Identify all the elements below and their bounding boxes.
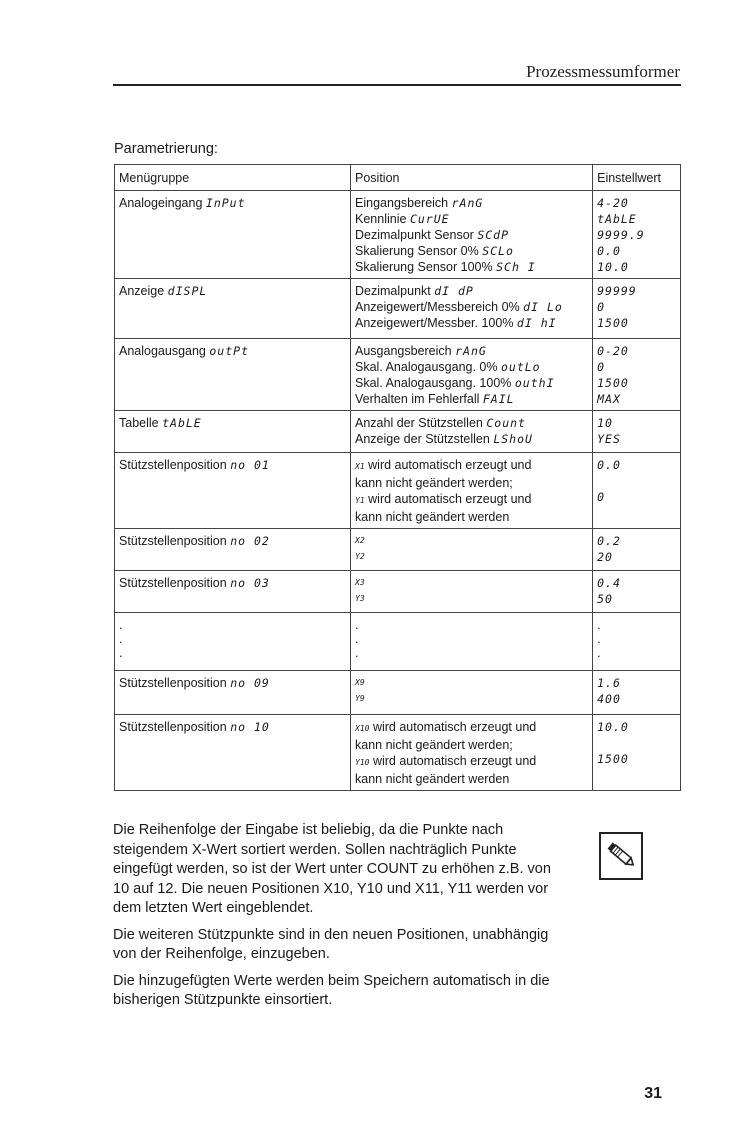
group-label: Stützstellenposition (119, 534, 227, 548)
group-cell (115, 279, 351, 339)
ellipsis-dot: . (119, 618, 123, 632)
value: 1500 (597, 316, 629, 330)
header-einstellwert: Einstellwert (593, 165, 681, 191)
ellipsis-cell (351, 613, 593, 671)
header-rule (113, 84, 681, 86)
value: 10.0 (597, 260, 629, 274)
group-code: no 03 (230, 576, 270, 590)
group-label: Stützstellenposition (119, 458, 227, 472)
group-cell (115, 339, 351, 411)
table-row (115, 339, 681, 411)
x-value: 0.0 (597, 458, 621, 472)
table-row (115, 715, 681, 791)
x-code: X2 (355, 536, 365, 545)
position-cell (351, 453, 593, 529)
position-code: Count (486, 416, 526, 430)
value-cell (593, 411, 681, 453)
value: MAX (597, 392, 621, 406)
y-value: 1500 (597, 752, 629, 766)
y-code: Y1 (355, 496, 365, 505)
position-code: outLo (500, 360, 541, 374)
pencil-note-icon (599, 832, 643, 880)
position-code: dI hI (516, 316, 557, 330)
position-code: outhI (514, 376, 555, 390)
group-label: Stützstellenposition (119, 576, 227, 590)
group-label: Analogeingang (119, 196, 203, 210)
x-text: wird automatisch erzeugt und (368, 458, 532, 472)
page-number: 31 (644, 1085, 662, 1102)
position-cell (351, 529, 593, 571)
value-cell (593, 671, 681, 715)
x-value: 0.2 (597, 534, 621, 548)
position-cell (351, 339, 593, 411)
group-cell (115, 453, 351, 529)
y-value: 0 (597, 490, 606, 504)
ellipsis-cell (115, 613, 351, 671)
x-text: wird automatisch erzeugt und (372, 720, 537, 734)
table-header-row (115, 165, 681, 191)
x-text-cont: kann nicht geändert werden; (355, 476, 513, 490)
position-label: Skalierung Sensor 100% (355, 260, 493, 274)
ellipsis-dot: . (119, 632, 123, 646)
value: 4-20 (597, 196, 629, 210)
group-label: Stützstellenposition (119, 720, 227, 734)
table-row (115, 411, 681, 453)
x-value: 10.0 (597, 720, 629, 734)
y-code: Y2 (355, 552, 365, 561)
position-label: Dezimalpunkt (355, 284, 431, 298)
x-value: 1.6 (597, 676, 621, 690)
table-row (115, 453, 681, 529)
ellipsis-dot: . (597, 646, 601, 660)
group-cell (115, 191, 351, 279)
value: 0.0 (597, 244, 621, 258)
section-title: Parametrierung: (114, 141, 218, 157)
group-code: InPut (205, 196, 246, 210)
value: 1500 (597, 376, 629, 390)
table-row (115, 671, 681, 715)
position-cell (351, 571, 593, 613)
ellipsis-dot: . (119, 646, 123, 660)
y-text-cont: kann nicht geändert werden (355, 510, 510, 524)
y-code: Y9 (355, 694, 365, 703)
y-code: Y10 (355, 758, 370, 767)
x-code: X3 (355, 578, 365, 587)
ellipsis-dot: . (355, 618, 359, 632)
position-label: Verhalten im Fehlerfall (355, 392, 480, 406)
x-code: X10 (355, 724, 370, 733)
position-code: LShoU (493, 432, 533, 446)
position-cell (351, 671, 593, 715)
ellipsis-dot: . (355, 632, 359, 646)
position-code: dI Lo (523, 300, 563, 314)
position-label: Anzeigewert/Messbereich 0% (355, 300, 520, 314)
note-paragraph: Die weiteren Stützpunkte sind in den neuen Positionen, unabhängig von der Reihenfolge, einzugeben. (113, 926, 549, 962)
position-code: SCLo (482, 244, 514, 258)
position-cell (351, 191, 593, 279)
group-label: Analogausgang (119, 344, 206, 358)
position-label: Skalierung Sensor 0% (355, 244, 479, 258)
table-row (115, 571, 681, 613)
position-label: Dezimalpunkt Sensor (355, 228, 474, 242)
group-label: Stützstellenposition (119, 676, 227, 690)
value: 10 (597, 416, 613, 430)
group-cell (115, 571, 351, 613)
group-label: Anzeige (119, 284, 165, 298)
header-position: Position (351, 165, 593, 191)
y-value: 50 (597, 592, 613, 606)
position-code: FAIL (482, 392, 515, 406)
ellipsis-dot: . (355, 646, 359, 660)
x-value: 0.4 (597, 576, 621, 590)
value: 99999 (597, 284, 637, 298)
value-cell (593, 279, 681, 339)
position-label: Ausgangsbereich (355, 344, 452, 358)
group-cell (115, 529, 351, 571)
value: 0-20 (597, 344, 629, 358)
y-text: wird automatisch erzeugt und (368, 492, 532, 506)
position-code: rAnG (451, 196, 484, 210)
position-label: Skal. Analogausgang. 100% (355, 376, 512, 390)
value: YES (597, 432, 621, 446)
ellipsis-dot: . (597, 632, 601, 646)
note-paragraph: Die hinzugefügten Werte werden beim Speichern automatisch in die bisherigen Stützpunkte einsortiert. (113, 972, 550, 1008)
position-label: Anzahl der Stützstellen (355, 416, 483, 430)
position-label: Anzeigewert/Messber. 100% (355, 316, 514, 330)
group-code: no 01 (230, 458, 270, 472)
note-text (113, 821, 563, 1018)
position-label: Eingangsbereich (355, 196, 449, 210)
group-code: no 02 (230, 534, 270, 548)
note-paragraph: Die Reihenfolge der Eingabe ist beliebig, da die Punkte nach steigendem X-Wert sortiert werden. Sollen nachträglich Punkte eingefügt werden, so ist der Wert unter COUNT zu erhöhen z.B. von 10 auf 12. Die neuen Positionen X10, Y10 und X11, Y11 werden vor dem letzten Wert eingeblendet. (113, 822, 551, 916)
position-code: dI dP (434, 284, 474, 298)
position-label: Kennlinie (355, 212, 407, 226)
position-cell (351, 411, 593, 453)
position-code: SCdP (477, 228, 510, 242)
header-menugruppe: Menügruppe (115, 165, 351, 191)
parameter-table (114, 164, 681, 791)
x-code: X1 (355, 462, 365, 471)
position-cell (351, 715, 593, 791)
ellipsis-cell (593, 613, 681, 671)
y-code: Y3 (355, 594, 365, 603)
value-cell (593, 715, 681, 791)
value-cell (593, 191, 681, 279)
position-code: CurUE (409, 212, 450, 226)
value: 0 (597, 300, 606, 314)
value-cell (593, 339, 681, 411)
value: 0 (597, 360, 606, 374)
y-text: wird automatisch erzeugt und (372, 754, 537, 768)
group-code: dISPL (167, 284, 208, 298)
table-row (115, 191, 681, 279)
position-label: Skal. Analogausgang. 0% (355, 360, 498, 374)
value-cell (593, 571, 681, 613)
position-label: Anzeige der Stützstellen (355, 432, 490, 446)
position-code: SCh I (496, 260, 536, 274)
position-code: rAnG (455, 344, 487, 358)
group-code: no 09 (230, 676, 270, 690)
value: tAbLE (597, 212, 637, 226)
table-row (115, 279, 681, 339)
y-value: 400 (597, 692, 621, 706)
group-cell (115, 715, 351, 791)
table-row (115, 529, 681, 571)
group-code: no 10 (230, 720, 270, 734)
group-cell (115, 411, 351, 453)
pencil-icon (601, 834, 641, 878)
group-code: outPt (209, 344, 249, 358)
x-code: X9 (355, 678, 365, 687)
ellipsis-dot: . (597, 618, 601, 632)
y-text-cont: kann nicht geändert werden (355, 772, 510, 786)
group-cell (115, 671, 351, 715)
value: 9999.9 (597, 228, 645, 242)
x-text-cont: kann nicht geändert werden; (355, 738, 513, 752)
value-cell (593, 529, 681, 571)
value-cell (593, 453, 681, 529)
position-cell (351, 279, 593, 339)
header-title: Prozessmessumformer (526, 62, 680, 81)
y-value: 20 (597, 550, 613, 564)
ellipsis-row (115, 613, 681, 671)
group-label: Tabelle (119, 416, 159, 430)
group-code: tAbLE (162, 416, 202, 430)
